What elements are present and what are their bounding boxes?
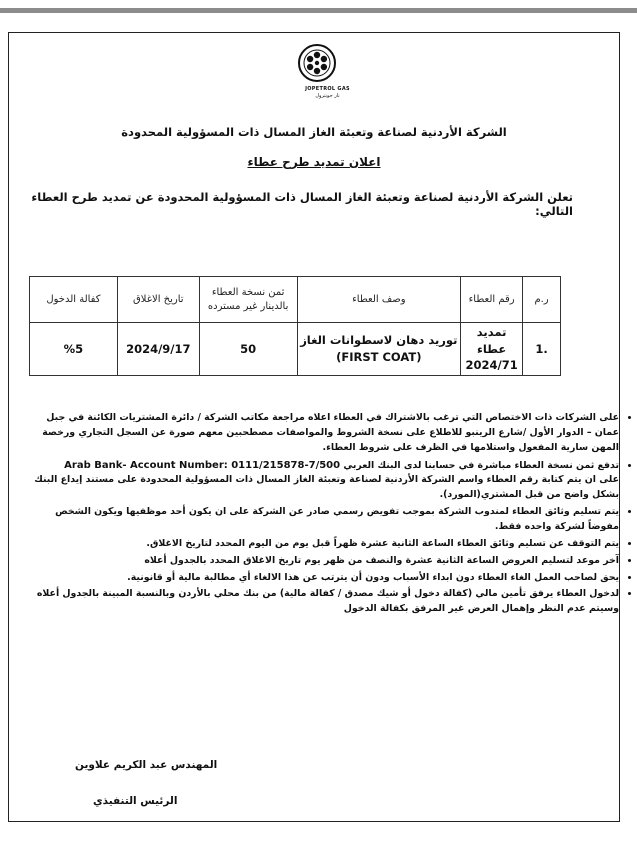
term-item-2	[27, 458, 619, 504]
cell-serial: .1	[523, 323, 561, 376]
intro-text: تعلن الشركة الأردنية لصناعة وتعبئة الغاز المسال ذات المسؤولية المحدودة عن تمديد طرح العطاء التالي:	[31, 190, 573, 218]
cell-tender-line1: تمديد عطاء	[476, 325, 507, 356]
table-header-row	[30, 277, 561, 323]
term-item-3: • يتم تسليم وثائق العطاء لمندوب الشركة بموجب تفويض رسمي صادر عن الشركة على ان يكون أحد موظفيها ويكون الشخص مفوضاً لشركة واحده فقط.	[27, 505, 619, 535]
logo-subtitle: نار جوبترول	[315, 93, 340, 99]
signatory-name: المهندس عبد الكريم علاوين	[75, 759, 218, 771]
term-item-2-lead	[27, 458, 619, 474]
header-closing-date: تاريخ الاغلاق	[117, 277, 199, 323]
term-item-2-lead-text: تدفع ثمن نسخة العطاء مباشرة في حسابنا لدى البنك العربي	[343, 459, 619, 471]
signatory-title: الرئيس التنفيذي	[93, 795, 178, 807]
cell-tender-number	[461, 323, 523, 376]
table-row	[30, 323, 561, 376]
cell-description	[297, 323, 461, 376]
company-logo-icon	[297, 43, 337, 83]
header-copy-price-line1: ثمن نسخة العطاء	[211, 287, 285, 298]
cell-copy-price: 50	[199, 323, 297, 376]
announcement-title: اعلان تمديد طرح عطاء	[247, 155, 381, 169]
header-copy-price	[199, 277, 297, 323]
logo-name: JOPETROL GAS	[305, 86, 350, 92]
header-entry-bond: كفالة الدخول	[30, 277, 118, 323]
header-serial: ر.م	[523, 277, 561, 323]
cell-closing-date: 2024/9/17	[117, 323, 199, 376]
term-item-1: • على الشركات ذات الاختصاص التي ترغب بالاشتراك في العطاء اعلاه مراجعة مكاتب الشركة / دائرة المشتريات الكائنة في جبل عمان – الدوار الأول /شارع الرينبو للاطلاع على نسخة الشروط والمواصفات مصطحبين معهم صورة عن السجل التجاري ورخصة المهن سارية المفعول واستلامها في الظرف على شروط العطاء.	[27, 411, 619, 456]
top-rule	[0, 8, 637, 13]
term-item-4: • يتم التوقف عن تسليم وثائق العطاء الساعة الثانية عشرة ظهراً قبل يوم من اليوم المحدد لتاريخ الاغلاق.	[27, 537, 619, 552]
header-copy-price-line2: بالدينار غير مسترده	[207, 300, 289, 312]
terms-list	[27, 411, 635, 619]
cell-description-line2: (FIRST COAT)	[336, 350, 422, 364]
announcement-frame	[8, 32, 620, 822]
term-item-5: • آخر موعد لتسليم العروض الساعة الثانية عشرة والنصف من ظهر يوم تاريخ الاغلاق المحدد بالجدول أعلاه	[27, 554, 619, 569]
tender-table	[29, 276, 561, 376]
header-tender-number: رقم العطاء	[461, 277, 523, 323]
bank-account-number: Arab Bank- Account Number: 0111/215878-7/500	[64, 459, 341, 471]
cell-description-line1: توريد دهان لاسطوانات الغاز	[300, 333, 458, 348]
header-description: وصف العطاء	[297, 277, 461, 323]
company-name: الشركة الأردنية لصناعة وتعبئة الغاز المسال ذات المسؤولية المحدودة	[121, 125, 507, 139]
cell-tender-line2: 2024/71	[465, 358, 518, 373]
cell-entry-bond: %5	[30, 323, 118, 376]
term-item-2-rest: على ان يتم كتابة رقم العطاء واسم الشركة الأردنية لصناعة وتعبئة الغاز المسال ذات المسؤولية المحدودة على مستند إيداع البنك بشكل واضح من قبل المشتري(المورد).	[34, 474, 619, 501]
term-item-7: • لدخول العطاء يرفق تأمين مالي (كفالة دخول أو شيك مصدق / كفالة مالية) من بنك محلي بالأردن وبالنسبة المبينة بالجدول أعلاه وسيتم عدم النظر وإهمال العرض غير المرفق بكفالة الدخول	[27, 587, 619, 617]
term-item-6: • يحق لصاحب العمل الغاء العطاء دون ابداء الأسباب ودون أن يترتب عن هذا الالغاء أي مطالبة مالية أو قانونية.	[27, 571, 619, 586]
